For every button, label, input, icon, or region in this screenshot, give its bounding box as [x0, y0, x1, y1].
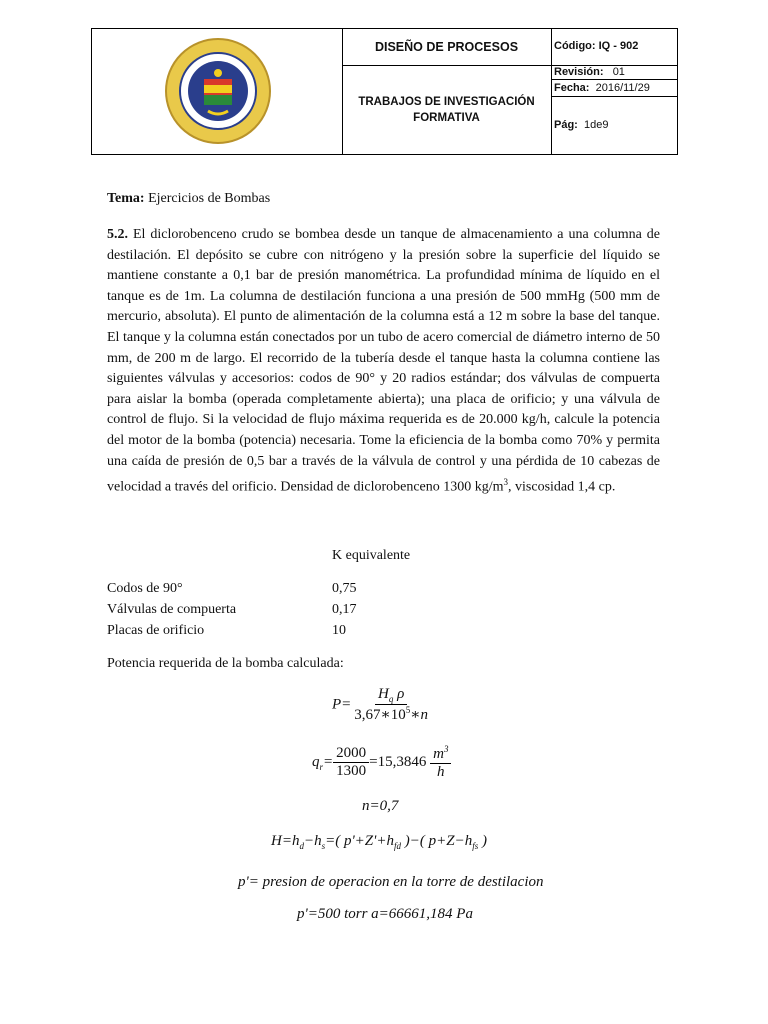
equation-head: $H=h_d-h_s=$( $p'+Z'+h_{fd}$ )−( $p+Z-h_{fs}$ ) [271, 833, 487, 851]
header-title: DISEÑO DE PROCESOS [374, 40, 519, 54]
header-subtitle: TRABAJOS DE INVESTIGACIÓN FORMATIVA [358, 96, 535, 124]
potencia-label: Potencia requerida de la bomba calculada: [107, 656, 344, 671]
k-row-name: Válvulas de compuerta [107, 602, 237, 617]
revision-field: Revisión: 01 [554, 66, 625, 78]
pag-field: Pág: 1de9 [554, 119, 609, 131]
equation-power: P= $\frac{H_q \rho}{3,67∗10^5∗n}$ [332, 686, 428, 723]
equation-efficiency: n=0,7 [362, 798, 399, 814]
k-row-name: Placas de orificio [107, 623, 205, 638]
k-table-header: K equivalente [332, 548, 411, 563]
k-row-value: 0,17 [332, 602, 357, 617]
k-row-value: 0,75 [332, 581, 357, 596]
k-row-name: Codos de 90° [107, 581, 183, 596]
problem-statement: 5.2. El diclorobenceno crudo se bombea desde un tanque de almacenamiento a una columna de destilación. El depósito se cubre con nitrógeno y la presión sobre la superficie del líquido se mantiene constante a 0,1 bar de presión manométrica. La profundidad mínima de líquido en el tanque es de 1m. La columna de destilación funciona a una presión de 500 mmHg (500 mm de mercurio, absoluta). El punto de alimentación de la columna está a 12 m sobre la base del tanque. El tanque y la columna están conectados por un tubo de acero comercial de diámetro interno de 50 mm, de 200 m de largo. El recorrido de la tubería desde el tanque hasta la columna contiene las siguientes válvulas y accesorios: codos de 90° y 20 radios estándar; dos válvulas de compuerta para aislar la bomba (operada completamente abierta); una placa de orificio; y una válvula de control de flujo. Si la velocidad de flujo máxima requerida es de 20.000 kg/h, calcule la potencia del motor de la bomba (potencia) necesaria. Tome la eficiencia de la bomba como 70% y permita una caída de presión de 0,5 bar a través de la válvula de control y una pérdida de 10 cabezas de velocidad a través del orificio. Densidad de diclorobenceno 1300 $kg/m^3$, viscosidad 1,4 cp. [107, 227, 660, 495]
university-seal-icon [164, 37, 272, 145]
equation-p-value: p'=500 torr a=66661,184 Pa [297, 906, 473, 922]
fecha-field: Fecha: 2016/11/29 [554, 82, 650, 94]
document-header [91, 28, 678, 155]
k-row-value: 10 [332, 623, 346, 638]
equation-flow: $q_r=$ $\frac{2000}{1300}$ =15,3846 $\frac{m^3}{h}$ [312, 744, 451, 781]
equation-p-definition: p'= presion de operacion en la torre de destilacion [238, 874, 544, 890]
tema-line: Tema: Ejercicios de Bombas [107, 191, 271, 206]
codigo-field: Código: IQ - 902 [554, 40, 639, 52]
